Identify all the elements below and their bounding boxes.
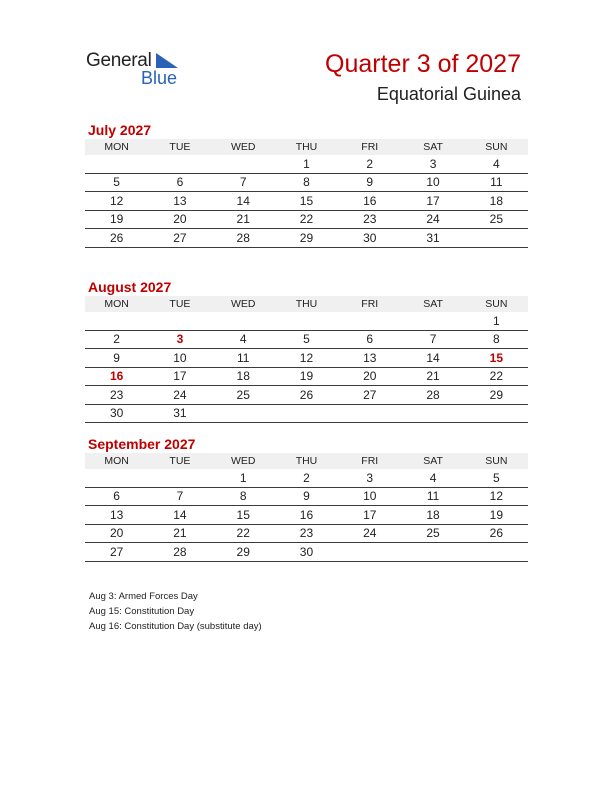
weekday-header: SUN [465, 296, 528, 312]
day-cell: 14 [212, 192, 275, 211]
weekday-header: MON [85, 139, 148, 155]
day-cell: 8 [212, 487, 275, 506]
empty-day-cell [338, 543, 401, 562]
day-cell: 8 [275, 173, 338, 192]
logo-general-text: General [86, 50, 152, 71]
day-cell: 11 [465, 173, 528, 192]
weekday-header: FRI [338, 296, 401, 312]
weekday-header: FRI [338, 139, 401, 155]
day-cell: 22 [275, 210, 338, 229]
day-cell: 23 [275, 524, 338, 543]
empty-day-cell [465, 543, 528, 562]
day-cell: 3 [338, 469, 401, 487]
week-row [85, 349, 528, 368]
month-grid [85, 139, 528, 248]
day-cell: 27 [85, 543, 148, 562]
day-cell: 29 [465, 386, 528, 405]
empty-day-cell [148, 155, 211, 173]
holiday-note: Aug 3: Armed Forces Day [89, 591, 198, 602]
day-cell: 25 [465, 210, 528, 229]
week-row [85, 173, 528, 192]
holiday-note: Aug 15: Constitution Day [89, 606, 195, 617]
day-cell: 30 [275, 543, 338, 562]
day-cell: 14 [148, 506, 211, 525]
day-cell: 15 [465, 349, 528, 368]
day-cell: 24 [401, 210, 464, 229]
day-cell: 13 [85, 506, 148, 525]
weekday-header: FRI [338, 453, 401, 469]
day-cell: 10 [401, 173, 464, 192]
empty-day-cell [401, 543, 464, 562]
day-cell: 21 [401, 367, 464, 386]
week-row [85, 312, 528, 330]
weekday-header: WED [212, 139, 275, 155]
day-cell: 9 [275, 487, 338, 506]
day-cell: 3 [148, 330, 211, 349]
empty-day-cell [85, 155, 148, 173]
weekday-header: THU [275, 296, 338, 312]
day-cell: 7 [212, 173, 275, 192]
day-cell: 17 [148, 367, 211, 386]
week-row [85, 543, 528, 562]
day-cell: 29 [275, 229, 338, 248]
day-cell: 16 [338, 192, 401, 211]
day-cell: 27 [338, 386, 401, 405]
day-cell: 27 [148, 229, 211, 248]
week-row [85, 404, 528, 423]
weekday-header: TUE [148, 453, 211, 469]
day-cell: 1 [275, 155, 338, 173]
weekday-header: SAT [401, 139, 464, 155]
month-title: August 2027 [88, 279, 172, 295]
week-row [85, 192, 528, 211]
day-cell: 10 [148, 349, 211, 368]
day-cell: 18 [212, 367, 275, 386]
month-block [85, 435, 528, 562]
month-title: September 2027 [88, 436, 196, 452]
day-cell: 23 [338, 210, 401, 229]
week-row [85, 506, 528, 525]
week-row [85, 330, 528, 349]
day-cell: 2 [85, 330, 148, 349]
week-row [85, 386, 528, 405]
day-cell: 30 [85, 404, 148, 423]
day-cell: 12 [85, 192, 148, 211]
month-block [85, 121, 528, 248]
day-cell: 12 [465, 487, 528, 506]
day-cell: 17 [401, 192, 464, 211]
day-cell: 5 [275, 330, 338, 349]
day-cell: 24 [338, 524, 401, 543]
empty-day-cell [212, 312, 275, 330]
weekday-header: MON [85, 296, 148, 312]
day-cell: 16 [275, 506, 338, 525]
day-cell: 2 [275, 469, 338, 487]
day-cell: 4 [465, 155, 528, 173]
day-cell: 1 [212, 469, 275, 487]
weekday-header: THU [275, 453, 338, 469]
day-cell: 20 [85, 524, 148, 543]
day-cell: 25 [212, 386, 275, 405]
day-cell: 26 [85, 229, 148, 248]
day-cell: 4 [401, 469, 464, 487]
day-cell: 22 [212, 524, 275, 543]
day-cell: 7 [401, 330, 464, 349]
month-block [85, 278, 528, 423]
day-cell: 24 [148, 386, 211, 405]
day-cell: 14 [401, 349, 464, 368]
day-cell: 7 [148, 487, 211, 506]
day-cell: 11 [401, 487, 464, 506]
week-row [85, 229, 528, 248]
weekday-header: SAT [401, 296, 464, 312]
day-cell: 20 [148, 210, 211, 229]
day-cell: 20 [338, 367, 401, 386]
month-title: July 2027 [88, 122, 152, 138]
empty-day-cell [401, 404, 464, 423]
day-cell: 19 [85, 210, 148, 229]
week-row [85, 487, 528, 506]
day-cell: 9 [338, 173, 401, 192]
day-cell: 2 [338, 155, 401, 173]
day-cell: 5 [465, 469, 528, 487]
empty-day-cell [85, 469, 148, 487]
weekday-header: TUE [148, 139, 211, 155]
day-cell: 10 [338, 487, 401, 506]
day-cell: 21 [148, 524, 211, 543]
empty-day-cell [85, 312, 148, 330]
day-cell: 16 [85, 367, 148, 386]
weekday-header: WED [212, 296, 275, 312]
day-cell: 15 [212, 506, 275, 525]
day-cell: 18 [465, 192, 528, 211]
weekday-header: SUN [465, 139, 528, 155]
weekday-header: MON [85, 453, 148, 469]
day-cell: 9 [85, 349, 148, 368]
empty-day-cell [148, 312, 211, 330]
day-cell: 18 [401, 506, 464, 525]
holiday-note: Aug 16: Constitution Day (substitute day) [89, 621, 262, 632]
day-cell: 22 [465, 367, 528, 386]
day-cell: 31 [401, 229, 464, 248]
week-row [85, 210, 528, 229]
day-cell: 6 [148, 173, 211, 192]
empty-day-cell [338, 404, 401, 423]
logo-blue-text: Blue [141, 68, 178, 88]
day-cell: 26 [275, 386, 338, 405]
day-cell: 19 [275, 367, 338, 386]
week-row [85, 155, 528, 173]
day-cell: 6 [338, 330, 401, 349]
weekday-header: SAT [401, 453, 464, 469]
empty-day-cell [212, 155, 275, 173]
day-cell: 23 [85, 386, 148, 405]
day-cell: 31 [148, 404, 211, 423]
day-cell: 15 [275, 192, 338, 211]
holiday-notes [89, 589, 262, 634]
weekday-header: TUE [148, 296, 211, 312]
day-cell: 30 [338, 229, 401, 248]
week-row [85, 524, 528, 543]
empty-day-cell [148, 469, 211, 487]
day-cell: 28 [212, 229, 275, 248]
day-cell: 17 [338, 506, 401, 525]
week-row [85, 367, 528, 386]
page-title: Quarter 3 of 2027 [325, 50, 521, 78]
logo-triangle-icon [156, 53, 178, 68]
day-cell: 28 [148, 543, 211, 562]
day-cell: 5 [85, 173, 148, 192]
day-cell: 19 [465, 506, 528, 525]
day-cell: 13 [338, 349, 401, 368]
day-cell: 28 [401, 386, 464, 405]
country-name: Equatorial Guinea [376, 84, 521, 104]
day-cell: 4 [212, 330, 275, 349]
empty-day-cell [212, 404, 275, 423]
day-cell: 11 [212, 349, 275, 368]
day-cell: 1 [465, 312, 528, 330]
empty-day-cell [275, 312, 338, 330]
day-cell: 25 [401, 524, 464, 543]
month-grid [85, 453, 528, 562]
empty-day-cell [401, 312, 464, 330]
empty-day-cell [338, 312, 401, 330]
empty-day-cell [275, 404, 338, 423]
day-cell: 29 [212, 543, 275, 562]
day-cell: 6 [85, 487, 148, 506]
month-grid [85, 296, 528, 423]
logo [86, 50, 196, 90]
empty-day-cell [465, 229, 528, 248]
empty-day-cell [465, 404, 528, 423]
day-cell: 3 [401, 155, 464, 173]
day-cell: 13 [148, 192, 211, 211]
weekday-header: SUN [465, 453, 528, 469]
weekday-header: WED [212, 453, 275, 469]
day-cell: 26 [465, 524, 528, 543]
day-cell: 21 [212, 210, 275, 229]
day-cell: 8 [465, 330, 528, 349]
week-row [85, 469, 528, 487]
day-cell: 12 [275, 349, 338, 368]
weekday-header: THU [275, 139, 338, 155]
